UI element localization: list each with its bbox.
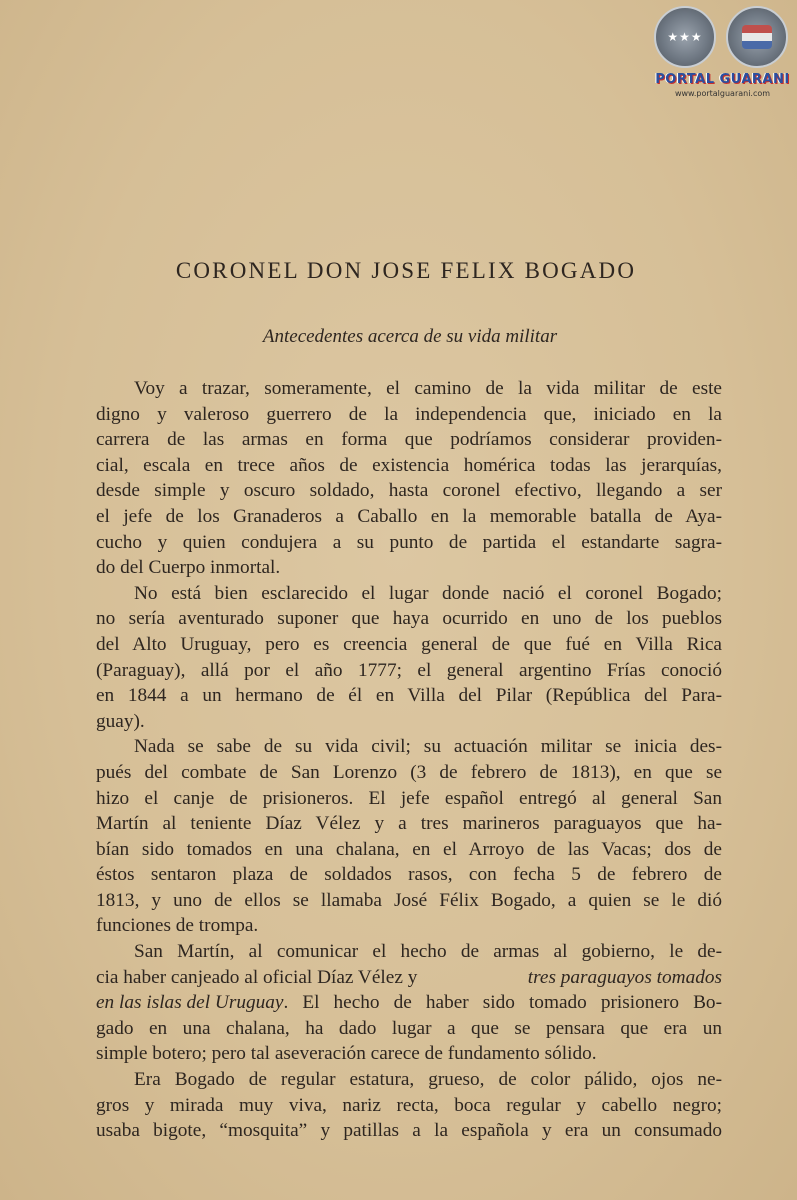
logo-brand: PORTAL GUARANI	[655, 72, 790, 87]
text-line: cial, escala en trece años de existencia homérica todas las jerarquías,	[96, 454, 722, 476]
text-line: carrera de las armas en forma que podríamos considerar providen-	[96, 429, 722, 451]
body-text	[96, 376, 722, 1144]
text-line: éstos sentaron plaza de soldados rasos, con fecha 5 de febrero de	[96, 864, 722, 886]
portal-guarani-logo	[650, 4, 795, 104]
text-line: gado en una chalana, ha dado lugar a que se pensara que era un	[96, 1017, 722, 1039]
page-title: CORONEL DON JOSE FELIX BOGADO	[175, 258, 637, 283]
text-line: Era Bogado de regular estatura, grueso, de color pálido, ojos ne-	[134, 1069, 722, 1091]
stars-icon: ★★★	[667, 30, 703, 44]
text-line: Nada se sabe de su vida civil; su actuación militar se inicia des-	[134, 736, 722, 758]
text-line: pués del combate de San Lorenzo (3 de febrero de 1813), en que se	[96, 761, 722, 783]
flag-icon	[742, 25, 772, 49]
text-line: cucho y quien condujera a su punto de partida el estandarte sagra-	[96, 531, 722, 553]
text-line: usaba bigote, “mosquita” y patillas a la española y era un consumado	[96, 1120, 722, 1142]
text-line: no sería aventurado suponer que haya ocurrido en uno de los pueblos	[96, 608, 722, 630]
flag-seal-icon	[726, 6, 788, 68]
text-segment: cia haber canjeado al oficial Díaz Vélez y	[96, 966, 423, 988]
text-line: Voy a trazar, someramente, el camino de la vida militar de este	[134, 378, 722, 399]
text-line: hizo el canje de prisioneros. El jefe español entregó al general San	[96, 787, 722, 809]
text-line: desde simple y oscuro soldado, hasta coronel efectivo, llegando a ser	[96, 480, 722, 502]
text-line: del Alto Uruguay, pero es creencia general de que fué en Villa Rica	[96, 633, 722, 655]
text-line: digno y valeroso guerrero de la independencia que, iniciado en la	[96, 403, 722, 425]
text-line: (Paraguay), allá por el año 1777; el general argentino Frías conoció	[96, 659, 722, 681]
page-subtitle: Antecedentes acerca de su vida militar	[262, 326, 558, 347]
text-line: en 1844 a un hermano de él en Villa del Pilar (República del Para-	[96, 685, 722, 707]
text-line: el jefe de los Granaderos a Caballo en la memorable batalla de Aya-	[96, 505, 722, 527]
text-line: gros y mirada muy viva, nariz recta, boca regular y cabello negro;	[96, 1094, 722, 1116]
text-line	[96, 965, 722, 991]
seal-icon	[654, 6, 716, 68]
text-line: guay).	[96, 710, 145, 732]
text-line: funciones de trompa.	[96, 915, 259, 937]
italic-segment: tres paraguayos tomados	[527, 966, 722, 988]
text-line: Martín al teniente Díaz Vélez y a tres marineros paraguayos que ha-	[96, 813, 722, 835]
text-line: 1813, y uno de ellos se llamaba José Félix Bogado, a quien se le dió	[96, 889, 722, 911]
text-line: simple botero; pero tal aseveración carece de fundamento sólido.	[96, 1043, 597, 1065]
text-line	[96, 990, 722, 1016]
text-segment: . El hecho de haber sido tomado prisionero Bo-	[283, 992, 722, 1014]
text-line: No está bien esclarecido el lugar donde nació el coronel Bogado;	[134, 582, 722, 604]
text-line: San Martín, al comunicar el hecho de armas al gobierno, le de-	[134, 941, 722, 963]
logo-url: www.portalguarani.com	[674, 89, 771, 98]
text-line: bían sido tomados en una chalana, en el Arroyo de las Vacas; dos de	[96, 838, 722, 860]
text-line: do del Cuerpo inmortal.	[96, 557, 281, 579]
italic-segment: en las islas del Uruguay	[96, 992, 284, 1014]
